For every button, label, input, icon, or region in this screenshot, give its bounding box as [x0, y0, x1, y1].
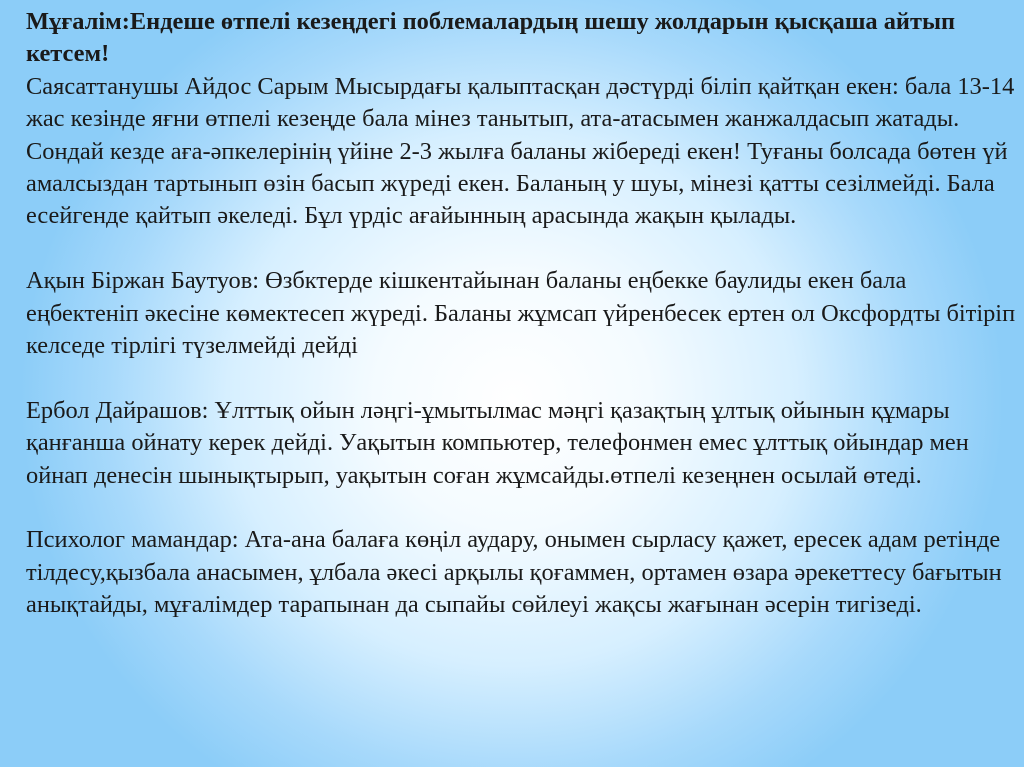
paragraph-spacer — [26, 492, 1016, 524]
teacher-heading: Мұғалім:Ендеше өтпелі кезеңдегі поблемалардың шешу жолдарын қысқаша айтып кетсем! — [26, 8, 956, 68]
paragraph-spacer — [26, 362, 1016, 394]
paragraph-spacer — [26, 233, 1016, 265]
paragraph-aidos-sarym: Саясаттанушы Айдос Сарым Мысырдағы қалыптасқан дәстүрді біліп қайтқан екен: бала 13-14 жас кезінде яғни өтпелі кезеңде бала мінез танытып, ата-атасымен жанжалдасып жатады. Сондай кезде аға-әпкелерінің үйіне 2-3 жылға баланы жібереді екен! Туғаны болсада бөтен үй амалсыздан тартынып өзін басып жүреді екен. Баланың у шуы, мінезі қатты сезілмейді. Бала есейгенде қайтып әкеледі. Бұл үрдіс ағайынның арасында жақын қылады. — [26, 72, 1015, 230]
paragraph-birzhan-bautuov: Ақын Біржан Баутуов: Өзбктерде кішкентайынан баланы еңбекке баулиды екен бала еңбектеніп әкесіне көмектесеп жүреді. Баланы жұмсап үйренбесек ертен ол Оксфордты бітіріп келседе тірлігі түзелмейді дейді — [26, 267, 1016, 360]
paragraph-erbol-dairashov: Ербол Дайрашов: Ұлттық ойын ләңгі-ұмытылмас мәңгі қазақтың ұлтық ойынын құмары қанғанша ойнату керек дейді. Уақытын компьютер, телефонмен емес ұлттық ойындар мен ойнап денесін шынықтырып, уақытын соған жұмсайды.өтпелі кезеңнен осылай өтеді. — [26, 396, 969, 489]
paragraph-psychologists: Психолог мамандар: Ата-ана балаға көңіл аудару, онымен сырласу қажет, ересек адам ретінде тілдесу,қызбала анасымен, ұлбала әкесі арқылы қоғаммен, ортамен өзара әрекеттесу бағытын анықтайды, мұғалімдер тарапынан да сыпайы сөйлеуі жақсы жағынан әсерін тигізеді. — [26, 526, 1002, 619]
slide-text-body — [26, 6, 1016, 622]
